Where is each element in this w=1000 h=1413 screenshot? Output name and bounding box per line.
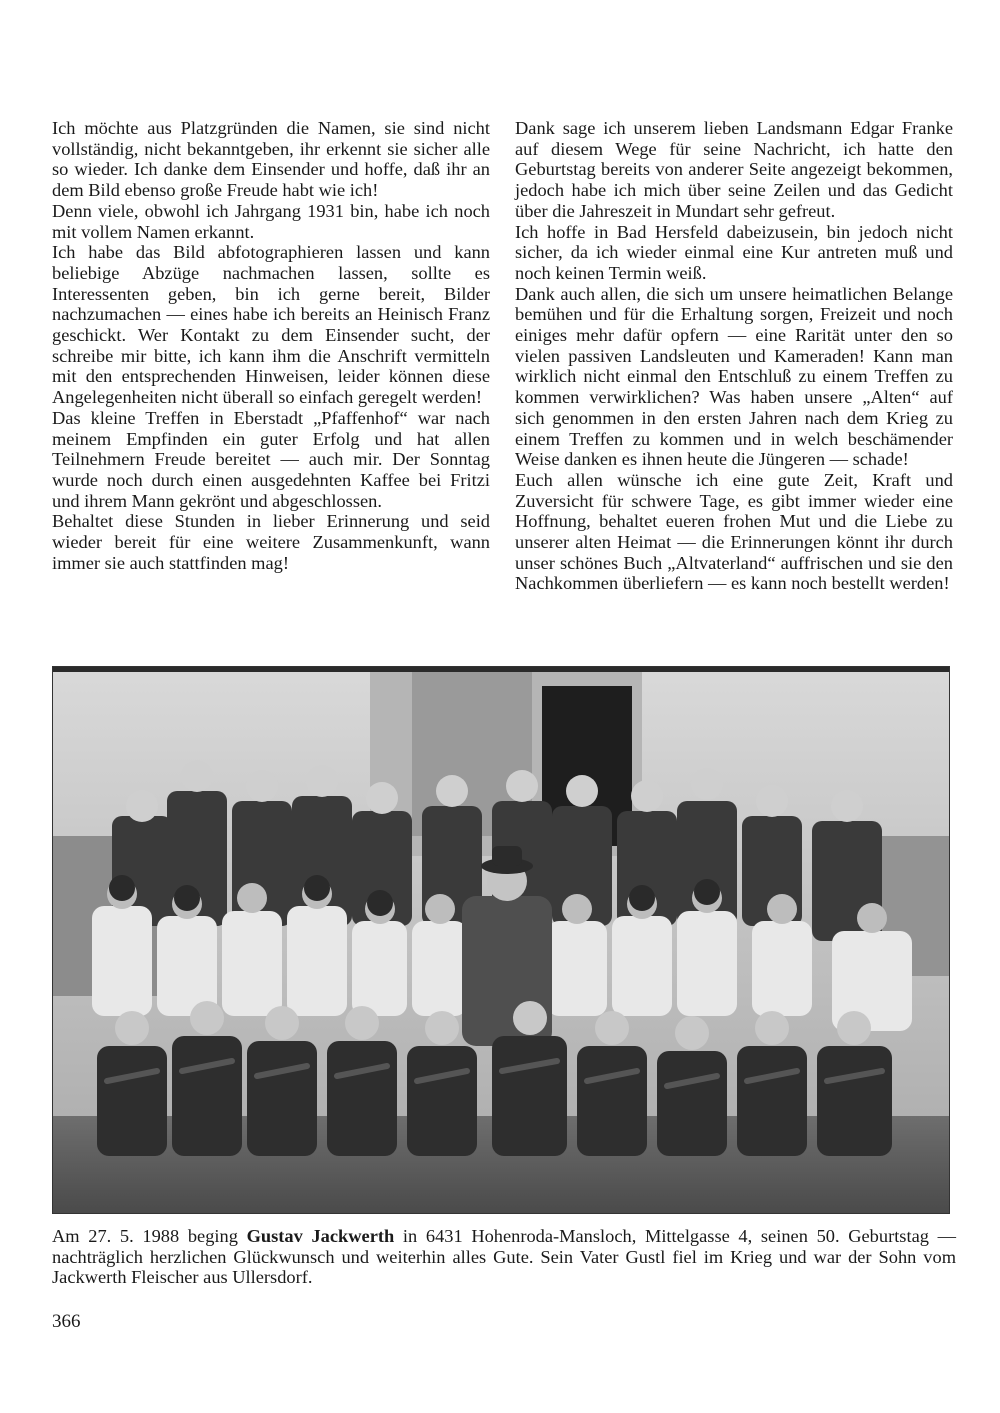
left-paragraph-1: Ich möchte aus Platzgründen die Namen, sie sind nicht vollständig, nicht bekanntgeben, ihr erkennt sie sicher alle so wieder. Ich danke dem Einsender und hoffe, daß ihr an dem Bild ebenso große Freude habt wie ich! bbox=[52, 118, 490, 201]
left-paragraph-2: Denn viele, obwohl ich Jahrgang 1931 bin, habe ich noch mit vollem Namen erkannt. bbox=[52, 200, 490, 242]
left-paragraph-5: Behaltet diese Stunden in lieber Erinnerung und seid wieder bereit für eine weitere Zusammenkunft, wann immer sie auch stattfinden mag! bbox=[52, 511, 490, 573]
caption-suffix: in 6431 Hohenroda-Mansloch, Mittelgasse 4, seinen 50. Geburtstag — nachträglich herzlichen Glückwunsch und weiterhin alles Gute. Sein Vater Gustl fiel im Krieg und war der Sohn vom Jackwerth Fleischer aus Ullersdorf. bbox=[52, 1226, 956, 1288]
caption-name: Gustav Jackwerth bbox=[246, 1226, 395, 1246]
left-paragraph-4: Das kleine Treffen in Eberstadt „Pfaffenhof“ war nach meinem Empfinden ein guter Erfolg und hat allen Teilnehmern Freude bereitet — auch mir. Der Sonntag wurde noch durch einen ausgedehnten Kaffee bei Fritzi und ihrem Mann gekrönt und abgeschlossen. bbox=[52, 407, 490, 511]
left-text-column bbox=[52, 118, 490, 573]
class-group-photo bbox=[52, 666, 950, 1214]
right-paragraph-3: Dank auch allen, die sich um unsere heimatlichen Belange bemühen und für die Erhaltung sorgen, Freizeit und noch einiges mehr dafür opfern — eine Rarität unter den so vielen passiven Landsleuten und Kameraden! Kann man wirklich nicht einmal den Entschluß zu einem Treffen zu kommen verwirklichen? Was haben unsere „Alten“ auf sich genommen in den ersten Jahren nach dem Krieg zu einem Treffen zu kommen und in welch beschämender Weise danken es ihnen heute die Jüngeren — schade! bbox=[515, 283, 953, 470]
caption-prefix: Am 27. 5. 1988 beging bbox=[52, 1226, 247, 1246]
page-number: 366 bbox=[52, 1311, 81, 1332]
right-paragraph-4: Euch allen wünsche ich eine gute Zeit, Kraft und Zuversicht für schwere Tage, es gibt immer wieder eine Hoffnung, behaltet eueren frohen Mut und die Liebe zu unserer alten Heimat — die Erinnerungen könnt ihr durch unser schönes Buch „Altvaterland“ auffrischen und sie den Nachkommen überliefern — es kann noch bestellt werden! bbox=[515, 469, 953, 594]
right-paragraph-2: Ich hoffe in Bad Hersfeld dabeizusein, bin jedoch nicht sicher, da ich wieder einmal eine Kur antreten muß und noch keinen Termin weiß. bbox=[515, 221, 953, 283]
right-text-column bbox=[515, 118, 953, 594]
left-paragraph-3: Ich habe das Bild abfotographieren lassen und kann beliebige Abzüge nachmachen lassen, sollte es Interessenten geben, bin ich gerne bereit, Bilder nachzumachen — eines habe ich bereits an Heinisch Franz geschickt. Wer Kontakt zu dem Einsender sucht, der schreibe mir bitte, ich kann ihm die Anschrift vermitteln mit den entsprechenden Hinweisen, leider können diese Angelegenheiten nicht überall so einfach geregelt werden! bbox=[52, 242, 490, 408]
photo-caption bbox=[52, 1226, 956, 1288]
right-paragraph-1: Dank sage ich unserem lieben Landsmann Edgar Franke auf diesem Wege für seine Nachricht, ich hatte den Geburtstag bereits von anderer Seite angezeigt bekommen, jedoch habe ich mich über seine Zeilen und das Gedicht über die Jahreszeit in Mundart sehr gefreut. bbox=[515, 118, 953, 221]
